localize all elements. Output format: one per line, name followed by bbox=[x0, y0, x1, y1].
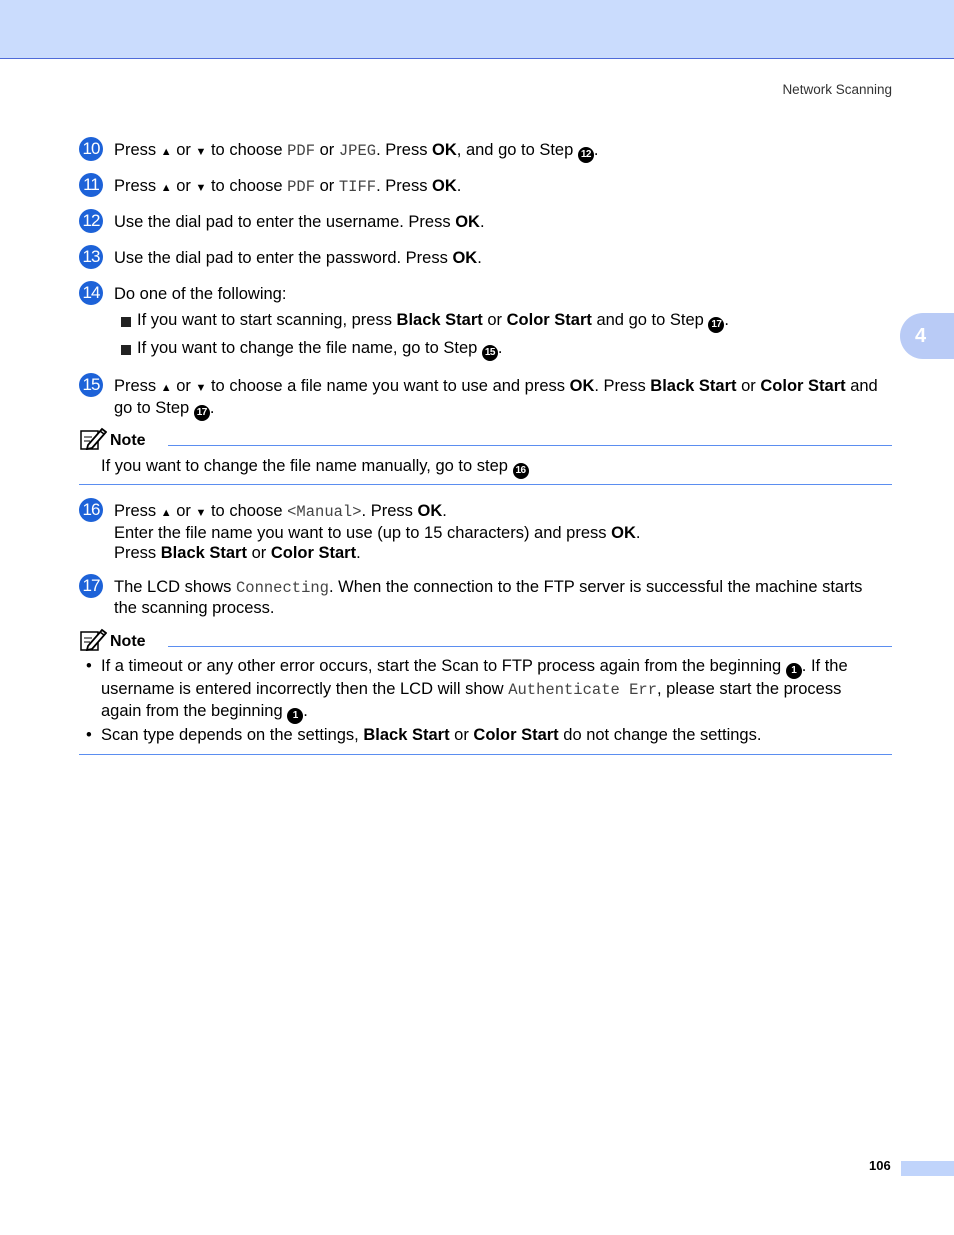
option-item: If you want to change the file name, go to Step 15 . bbox=[121, 339, 502, 361]
step-text: Press ▲ or ▼ to choose PDF or TIFF. Press OK. bbox=[114, 177, 462, 196]
step-number: 14 bbox=[79, 281, 103, 305]
step-number: 17 bbox=[79, 574, 103, 598]
step-13 bbox=[79, 248, 899, 269]
step-number: 10 bbox=[79, 137, 103, 161]
down-arrow-icon: ▼ bbox=[195, 507, 207, 519]
step-ref-icon: 15 bbox=[482, 345, 498, 361]
chapter-number: 4 bbox=[915, 324, 927, 347]
down-arrow-icon: ▼ bbox=[195, 382, 207, 394]
step-12 bbox=[79, 212, 899, 233]
up-arrow-icon: ▲ bbox=[160, 382, 172, 394]
step-15 bbox=[79, 376, 899, 421]
note-bullet: • If a timeout or any other error occurs, start the Scan to FTP process again from the beginning 1 . If the username is entered incorrectly then the LCD will show Authenticate Err, please start the process again from the beginning 1 . bbox=[86, 656, 886, 724]
up-arrow-icon: ▲ bbox=[160, 182, 172, 194]
lcd-message: Connecting bbox=[235, 579, 329, 597]
step-10 bbox=[79, 140, 899, 163]
step-text: Press ▲ or ▼ to choose a file name you want to use and press OK. Press Black Start or Color Start and go to Step 17 . bbox=[114, 376, 878, 421]
header-band bbox=[0, 0, 954, 59]
note-pencil-icon bbox=[80, 426, 107, 450]
step-16 bbox=[79, 501, 899, 563]
note-label: Note bbox=[110, 633, 146, 650]
step-text: Use the dial pad to enter the username. Press OK. bbox=[114, 213, 485, 231]
chapter-tab bbox=[900, 313, 954, 359]
footer-band bbox=[901, 1161, 954, 1176]
step-14 bbox=[79, 284, 899, 305]
step-number: 13 bbox=[79, 245, 103, 269]
up-arrow-icon: ▲ bbox=[160, 507, 172, 519]
step-ref-icon: 16 bbox=[513, 463, 529, 479]
step-ref-icon: 1 bbox=[287, 708, 303, 724]
bullet-square-icon bbox=[121, 345, 131, 355]
step-11 bbox=[79, 176, 899, 198]
note-bottom-rule bbox=[79, 754, 892, 755]
note-top-rule bbox=[168, 445, 892, 446]
lcd-option: PDF bbox=[287, 178, 316, 196]
note-top-rule bbox=[168, 646, 892, 647]
down-arrow-icon: ▼ bbox=[195, 182, 207, 194]
lcd-option: TIFF bbox=[338, 178, 377, 196]
step-ref-icon: 1 bbox=[786, 663, 802, 679]
note-text: If you want to change the file name manually, go to step 16 bbox=[101, 456, 529, 479]
section-title: Network Scanning bbox=[782, 82, 892, 97]
step-number: 16 bbox=[79, 498, 103, 522]
step-ref-icon: 12 bbox=[578, 147, 594, 163]
lcd-message: Authenticate Err bbox=[508, 681, 658, 699]
step-number: 15 bbox=[79, 373, 103, 397]
up-arrow-icon: ▲ bbox=[160, 146, 172, 158]
bullet-dot: • bbox=[86, 726, 92, 744]
lcd-option: JPEG bbox=[338, 142, 377, 160]
note-pencil-icon bbox=[80, 627, 107, 651]
page-number: 106 bbox=[869, 1158, 891, 1173]
step-number: 12 bbox=[79, 209, 103, 233]
step-text: Use the dial pad to enter the password. Press OK. bbox=[114, 249, 482, 267]
down-arrow-icon: ▼ bbox=[195, 146, 207, 158]
step-text: Press ▲ or ▼ to choose <Manual>. Press OK. Enter the file name you want to use (up to 15 characters) and press OK. Press Black Start or Color Start. bbox=[114, 502, 641, 562]
note-header bbox=[80, 627, 146, 651]
step-17 bbox=[79, 577, 899, 618]
lcd-option: <Manual> bbox=[287, 503, 362, 521]
option-item: If you want to start scanning, press Black Start or Color Start and go to Step 17 . bbox=[121, 311, 729, 333]
bullet-dot: • bbox=[86, 657, 92, 675]
note-label: Note bbox=[110, 432, 146, 449]
lcd-option: PDF bbox=[287, 142, 316, 160]
step-text: Do one of the following: bbox=[114, 285, 287, 303]
step-text: The LCD shows Connecting. When the connection to the FTP server is successful the machine starts the scanning process. bbox=[114, 578, 863, 617]
step-text: Press ▲ or ▼ to choose PDF or JPEG. Press OK, and go to Step 12 . bbox=[114, 140, 598, 163]
step-ref-icon: 17 bbox=[708, 317, 724, 333]
note-bottom-rule bbox=[79, 484, 892, 485]
bullet-square-icon bbox=[121, 317, 131, 327]
step-ref-icon: 17 bbox=[194, 405, 210, 421]
note-header bbox=[80, 426, 146, 450]
note-bullet: • Scan type depends on the settings, Black Start or Color Start do not change the settings. bbox=[86, 726, 762, 744]
step-number: 11 bbox=[79, 173, 103, 197]
